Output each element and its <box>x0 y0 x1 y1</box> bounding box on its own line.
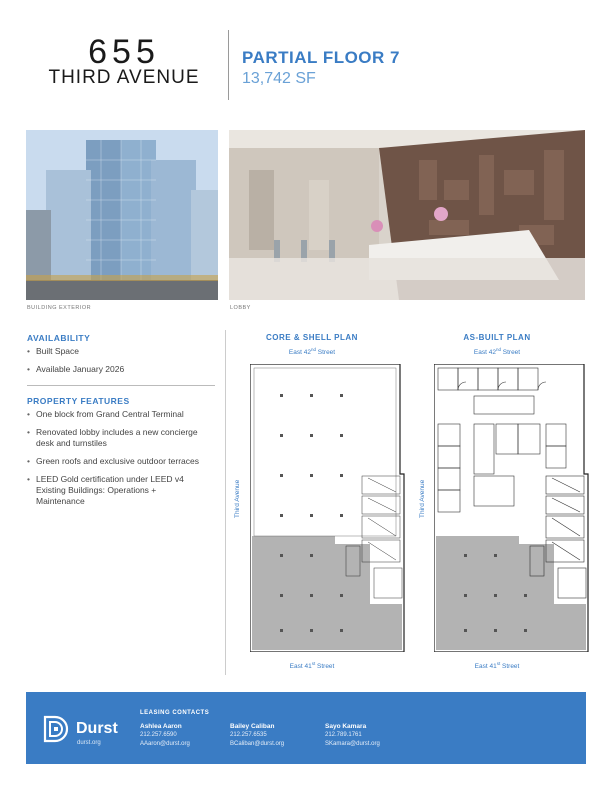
list-item: • Built Space <box>27 346 212 357</box>
address-street: THIRD AVENUE <box>48 67 200 88</box>
logo-url: durst.org <box>77 740 101 746</box>
column-divider <box>225 330 226 675</box>
contact-name: Ashlea Aaron <box>140 723 182 730</box>
contact-phone[interactable]: 212.257.6535 <box>230 732 267 738</box>
availability-list <box>27 346 212 382</box>
contact-name: Bailey Caliban <box>230 723 275 730</box>
contact-phone[interactable]: 212.789.1761 <box>325 732 362 738</box>
core-shell-north-street: East 42nd Street <box>288 347 336 357</box>
logo-wordmark: Durst <box>76 720 118 737</box>
lobby-photo <box>229 130 585 300</box>
contact-phone[interactable]: 212.257.6590 <box>140 732 177 738</box>
core-shell-south-street: East 41st Street <box>289 661 335 671</box>
core-shell-avenue-label: Third Avenue <box>234 479 241 518</box>
features-heading: PROPERTY FEATURES <box>27 396 130 406</box>
leasing-contacts-heading: LEASING CONTACTS <box>140 710 210 716</box>
building-exterior-photo <box>26 130 218 300</box>
header <box>0 0 612 120</box>
as-built-plan-title: AS-BUILT PLAN <box>463 333 531 342</box>
list-item: • One block from Grand Central Terminal <box>27 409 207 420</box>
availability-heading: AVAILABILITY <box>27 333 91 343</box>
list-item: • Renovated lobby includes a new concierge desk and turnstiles <box>27 427 207 449</box>
contact-card <box>325 722 380 749</box>
as-built-floor-plan <box>434 364 590 652</box>
list-item: • Green roofs and exclusive outdoor terraces <box>27 456 207 467</box>
exterior-caption: BUILDING EXTERIOR <box>27 305 92 311</box>
as-built-south-street: East 41st Street <box>474 661 520 671</box>
contact-email[interactable]: SKamara@durst.org <box>325 741 380 747</box>
contact-card <box>140 722 190 749</box>
as-built-avenue-label: Third Avenue <box>419 479 426 518</box>
section-divider <box>27 385 215 386</box>
footer <box>26 692 586 764</box>
contact-email[interactable]: AAaron@durst.org <box>140 741 190 747</box>
core-shell-plan-title: CORE & SHELL PLAN <box>266 333 358 342</box>
contact-card <box>230 722 284 749</box>
floor-area: 13,742 SF <box>242 70 316 87</box>
list-item: • LEED Gold certification under LEED v4 Existing Buildings: Operations + Maintenance <box>27 474 207 507</box>
address-number: 655 <box>88 33 160 71</box>
contact-name: Sayo Kamara <box>325 723 367 730</box>
contact-email[interactable]: BCaliban@durst.org <box>230 741 285 747</box>
lobby-caption: LOBBY <box>230 305 251 311</box>
floor-title: PARTIAL FLOOR 7 <box>242 48 400 67</box>
core-shell-floor-plan <box>250 364 406 652</box>
durst-logo-icon <box>42 714 72 744</box>
features-list <box>27 409 207 514</box>
list-item: • Available January 2026 <box>27 364 212 375</box>
as-built-north-street: East 42nd Street <box>473 347 521 357</box>
header-divider <box>228 30 229 100</box>
